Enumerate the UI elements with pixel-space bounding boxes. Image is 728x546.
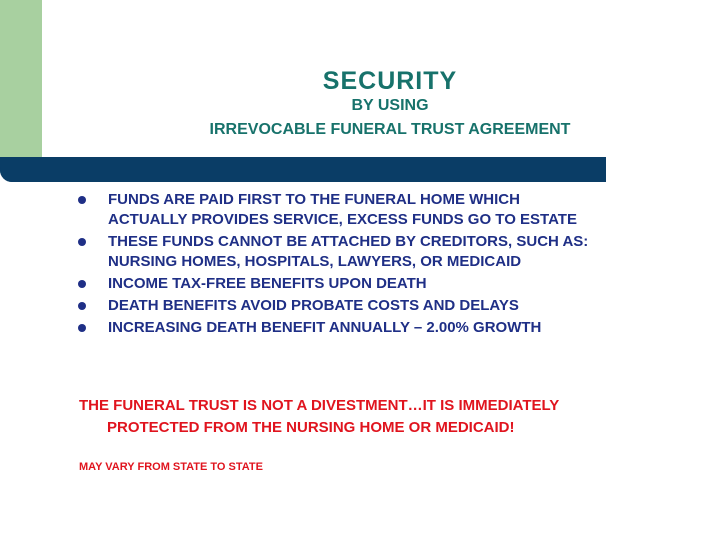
bullet-line: DEATH BENEFITS AVOID PROBATE COSTS AND DELAYS xyxy=(108,297,519,314)
bullet-item xyxy=(78,296,718,316)
bullet-dot-icon xyxy=(78,302,86,310)
bullet-line: FUNDS ARE PAID FIRST TO THE FUNERAL HOME WHICH xyxy=(108,191,520,208)
divider-bar xyxy=(0,157,606,182)
bullet-line: THESE FUNDS CANNOT BE ATTACHED BY CREDITORS, SUCH AS: xyxy=(108,233,589,250)
footer-note: MAY VARY FROM STATE TO STATE xyxy=(79,461,263,473)
bullet-dot-icon xyxy=(78,238,86,246)
slide-subtitle: BY USING xyxy=(351,97,429,114)
bullet-line: INCOME TAX-FREE BENEFITS UPON DEATH xyxy=(108,275,427,292)
bullet-line: NURSING HOMES, HOSPITALS, LAWYERS, OR MEDICAID xyxy=(108,253,522,270)
bullet-item xyxy=(78,232,718,272)
bullet-item xyxy=(78,190,718,230)
bullet-list xyxy=(78,190,718,340)
slide-subtitle-2: IRREVOCABLE FUNERAL TRUST AGREEMENT xyxy=(209,121,571,138)
warning-line: THE FUNERAL TRUST IS NOT A DIVESTMENT…IT IS IMMEDIATELY xyxy=(79,397,560,414)
title-block xyxy=(150,66,630,140)
warning-line: PROTECTED FROM THE NURSING HOME OR MEDICAID! xyxy=(107,419,515,436)
slide-title: SECURITY xyxy=(322,67,458,95)
bullet-dot-icon xyxy=(78,196,86,204)
bullet-line: ACTUALLY PROVIDES SERVICE, EXCESS FUNDS GO TO ESTATE xyxy=(108,211,577,228)
bullet-dot-icon xyxy=(78,280,86,288)
bullet-line: INCREASING DEATH BENEFIT ANNUALLY – 2.00% GROWTH xyxy=(108,319,542,336)
divider-bar-cap xyxy=(0,157,40,182)
bullet-dot-icon xyxy=(78,324,86,332)
bullet-item xyxy=(78,274,718,294)
warning-note xyxy=(79,395,709,439)
bullet-item xyxy=(78,318,718,338)
